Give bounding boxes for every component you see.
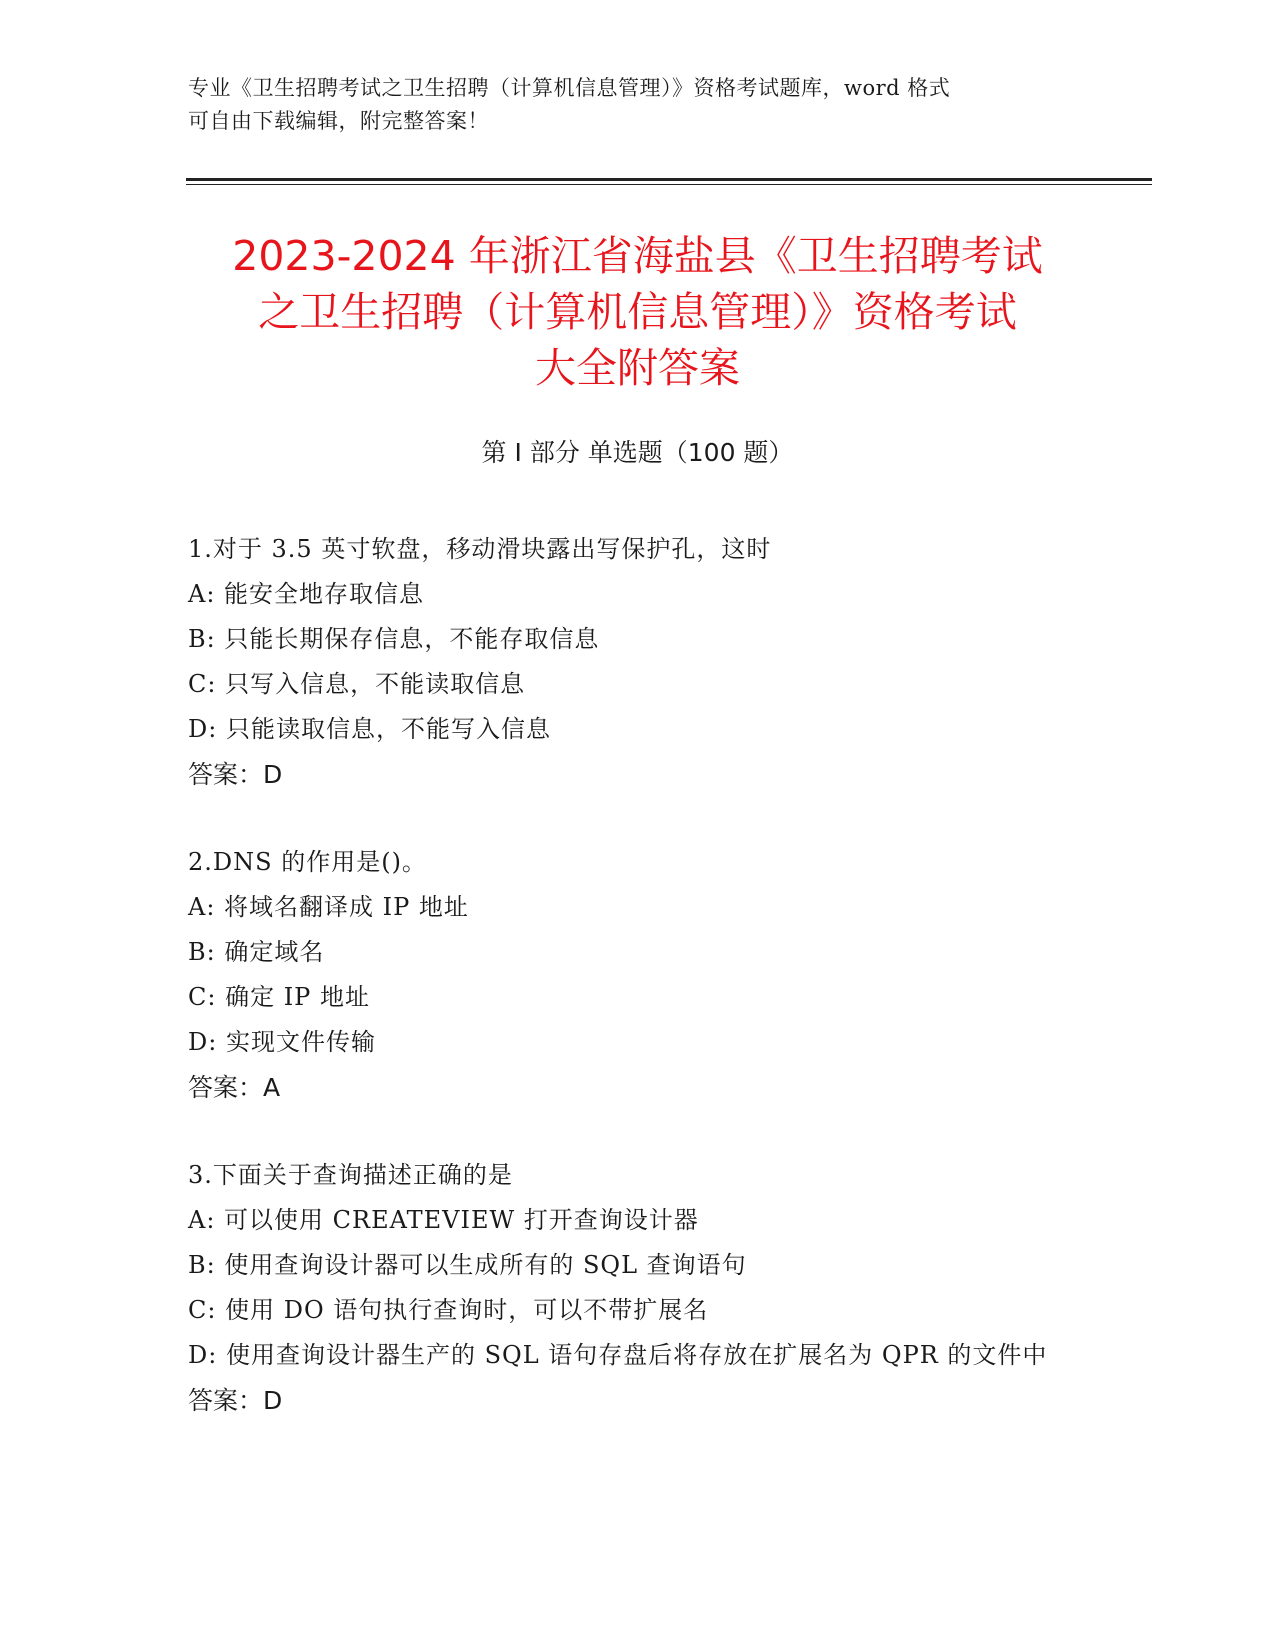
document-title-line-1: 2023-2024 年浙江省海盐县《卫生招聘考试 bbox=[232, 232, 1043, 280]
option-c: C: 只写入信息，不能读取信息 bbox=[188, 670, 526, 698]
header-note-line-2: 可自由下载编辑，附完整答案！ bbox=[188, 109, 489, 133]
question-item bbox=[188, 1153, 1068, 1423]
question-item bbox=[188, 527, 1068, 797]
option-a: A: 将域名翻译成 IP 地址 bbox=[188, 893, 469, 921]
answer-line: 答案：A bbox=[188, 1073, 281, 1102]
answer-line: 答案：D bbox=[188, 1386, 283, 1415]
question-stem: 1.对于 3.5 英寸软盘，移动滑块露出写保护孔，这时 bbox=[188, 535, 772, 563]
option-a: A: 能安全地存取信息 bbox=[188, 580, 425, 608]
option-b: B: 确定域名 bbox=[188, 938, 325, 966]
answer-line: 答案：D bbox=[188, 760, 283, 789]
question-stem: 2.DNS 的作用是()。 bbox=[188, 848, 427, 876]
header-note bbox=[188, 72, 1088, 138]
header-divider-thick bbox=[186, 178, 1152, 181]
header-note-line-1: 专业《卫生招聘考试之卫生招聘（计算机信息管理）》资格考试题库，word 格式 bbox=[188, 76, 951, 100]
option-c: C: 确定 IP 地址 bbox=[188, 983, 370, 1011]
header-divider-thin bbox=[186, 184, 1152, 185]
question-stem: 3.下面关于查询描述正确的是 bbox=[188, 1161, 513, 1189]
option-b: B: 只能长期保存信息，不能存取信息 bbox=[188, 625, 600, 653]
option-d: D: 使用查询设计器生产的 SQL 语句存盘后将存放在扩展名为 QPR 的文件中 bbox=[188, 1341, 1048, 1369]
document-title bbox=[150, 228, 1125, 396]
question-item bbox=[188, 840, 1068, 1110]
section-heading: 第 I 部分 单选题（100 题） bbox=[481, 438, 794, 467]
option-a: A: 可以使用 CREATEVIEW 打开查询设计器 bbox=[188, 1206, 699, 1234]
option-c: C: 使用 DO 语句执行查询时，可以不带扩展名 bbox=[188, 1296, 709, 1324]
document-title-line-2: 之卫生招聘（计算机信息管理）》资格考试 bbox=[258, 288, 1017, 336]
option-d: D: 只能读取信息，不能写入信息 bbox=[188, 715, 551, 743]
question-list bbox=[188, 527, 1068, 1466]
option-b: B: 使用查询设计器可以生成所有的 SQL 查询语句 bbox=[188, 1251, 747, 1279]
document-title-line-3: 大全附答案 bbox=[535, 344, 740, 392]
option-d: D: 实现文件传输 bbox=[188, 1028, 376, 1056]
